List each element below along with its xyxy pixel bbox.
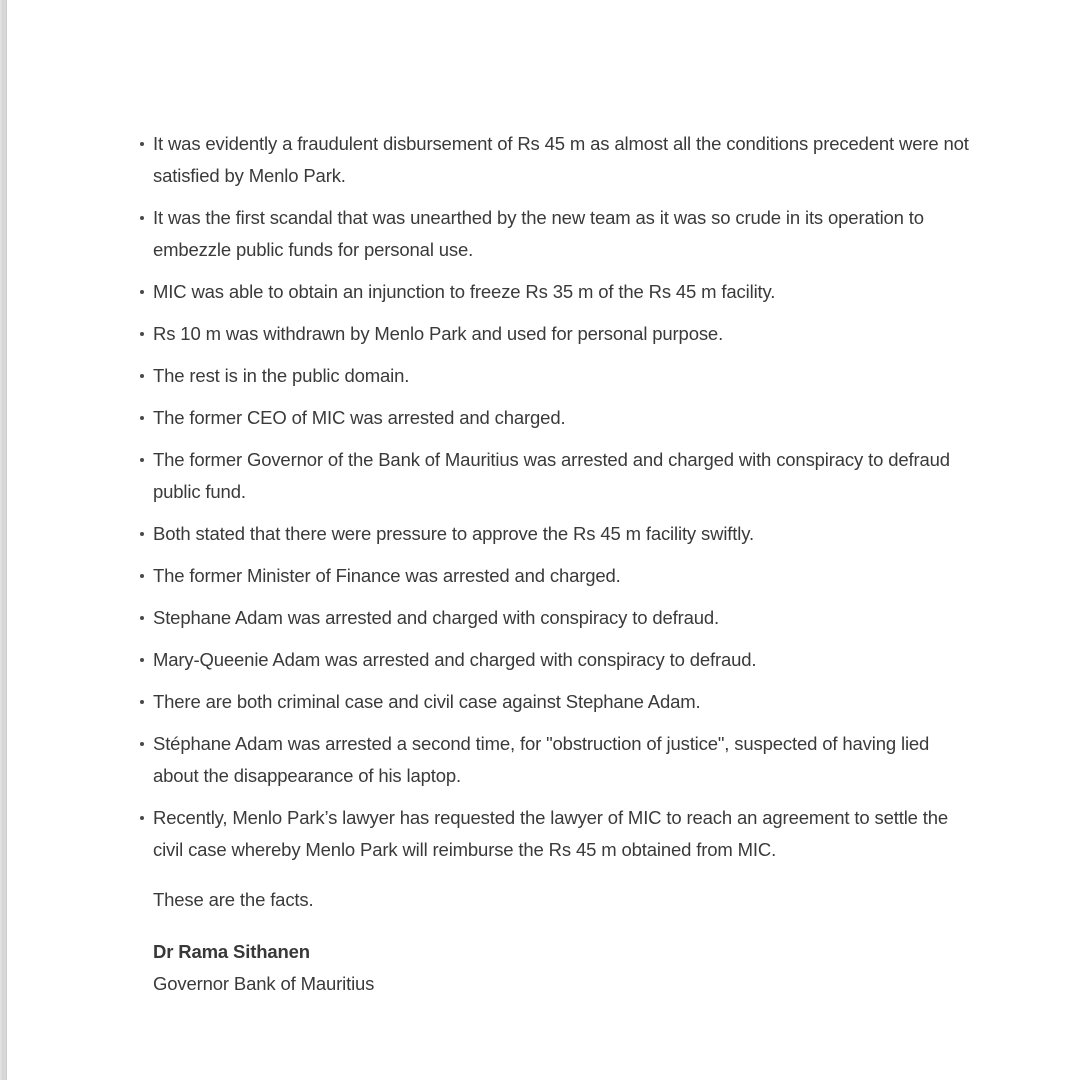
bullet-item: It was evidently a fraudulent disbursement of Rs 45 m as almost all the conditions precedent were not satisfied by Menlo Park. — [153, 128, 971, 192]
bullet-list — [153, 128, 971, 866]
bullet-item: The rest is in the public domain. — [153, 360, 971, 392]
page-edge-shadow — [0, 0, 7, 1080]
bullet-item: The former Minister of Finance was arrested and charged. — [153, 560, 971, 592]
bullet-item: MIC was able to obtain an injunction to freeze Rs 35 m of the Rs 45 m facility. — [153, 276, 971, 308]
bullet-item: Rs 10 m was withdrawn by Menlo Park and used for personal purpose. — [153, 318, 971, 350]
bullet-item: Stéphane Adam was arrested a second time, for "obstruction of justice", suspected of having lied about the disappearance of his laptop. — [153, 728, 971, 792]
bullet-item: The former CEO of MIC was arrested and charged. — [153, 402, 971, 434]
bullet-item: Mary-Queenie Adam was arrested and charged with conspiracy to defraud. — [153, 644, 971, 676]
bullet-item: It was the first scandal that was unearthed by the new team as it was so crude in its operation to embezzle public funds for personal use. — [153, 202, 971, 266]
document-content — [153, 128, 971, 1000]
signature-title: Governor Bank of Mauritius — [153, 973, 375, 994]
bullet-item: The former Governor of the Bank of Mauritius was arrested and charged with conspiracy to defraud public fund. — [153, 444, 971, 508]
bullet-item: There are both criminal case and civil case against Stephane Adam. — [153, 686, 971, 718]
bullet-item: Both stated that there were pressure to approve the Rs 45 m facility swiftly. — [153, 518, 971, 550]
bullet-item: Recently, Menlo Park’s lawyer has requested the lawyer of MIC to reach an agreement to settle the civil case whereby Menlo Park will reimburse the Rs 45 m obtained from MIC. — [153, 802, 971, 866]
signature-name: Dr Rama Sithanen — [153, 941, 310, 962]
bullet-item: Stephane Adam was arrested and charged with conspiracy to defraud. — [153, 602, 971, 634]
closing-line: These are the facts. — [153, 889, 314, 910]
